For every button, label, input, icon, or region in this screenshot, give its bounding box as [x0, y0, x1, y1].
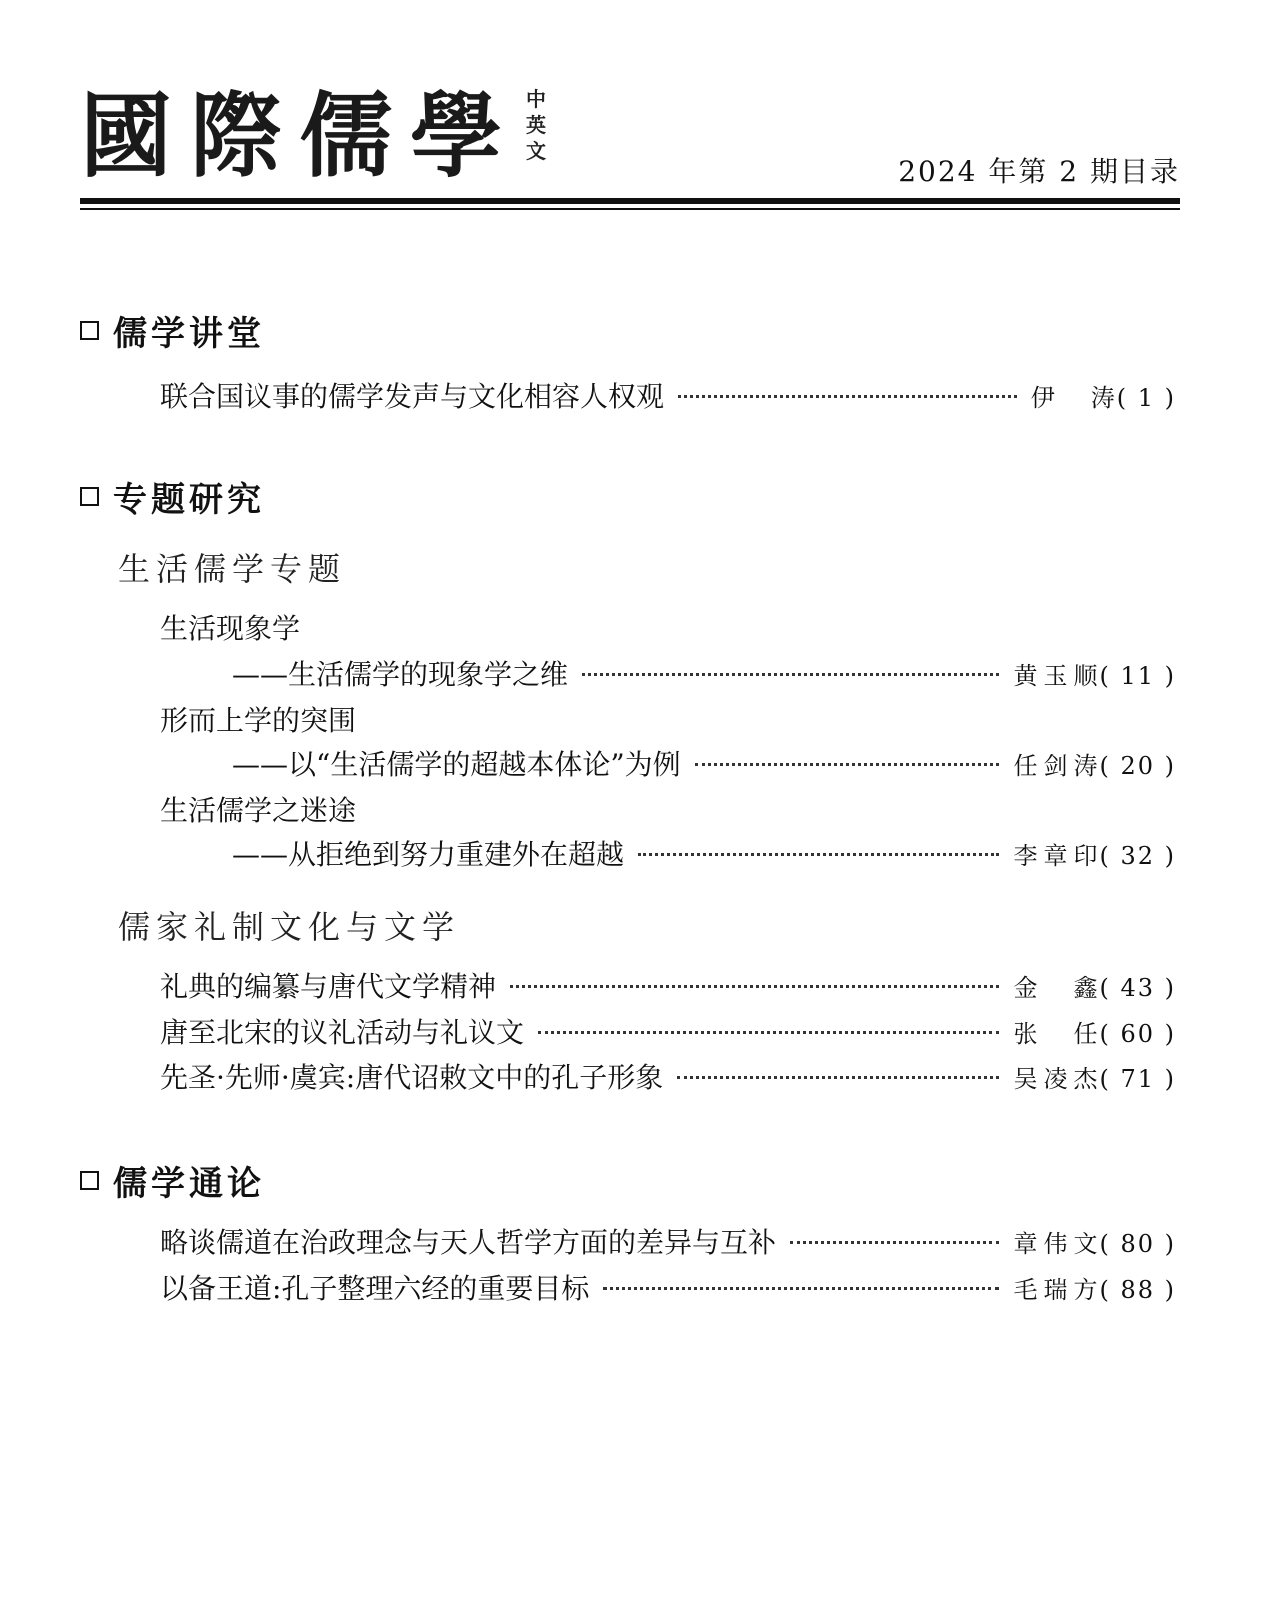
edition-char: 英 — [526, 113, 547, 137]
toc-entry[interactable] — [160, 1226, 1176, 1261]
entry-page: ( 1 ) — [1116, 384, 1176, 412]
masthead — [80, 72, 547, 190]
entry-title: 先圣·先师·虞宾:唐代诏敕文中的孔子形象 — [160, 1061, 664, 1094]
entry-page: ( 80 ) — [1099, 1230, 1176, 1258]
subsection-heading: 儒家礼制文化与文学 — [118, 908, 461, 946]
checkbox-square-icon — [80, 487, 99, 506]
dot-leader — [603, 1287, 999, 1290]
section-heading — [80, 1156, 265, 1205]
entry-main-title: 形而上学的突围 — [160, 704, 357, 737]
header-rule-thin — [80, 208, 1180, 210]
entry-title: 略谈儒道在治政理念与天人哲学方面的差异与互补 — [160, 1226, 777, 1259]
toc-entry[interactable] — [160, 380, 1176, 415]
dot-leader — [677, 1076, 999, 1079]
edition-tag — [526, 86, 546, 164]
entry-page: ( 32 ) — [1099, 842, 1176, 870]
entry-page: ( 88 ) — [1099, 1276, 1176, 1304]
entry-page: ( 11 ) — [1099, 662, 1176, 690]
entry-page: ( 60 ) — [1099, 1020, 1176, 1048]
entry-title: 礼典的编纂与唐代文学精神 — [160, 970, 497, 1003]
edition-char: 中 — [526, 87, 547, 111]
entry-author: 黄玉顺 — [1013, 662, 1098, 690]
subsection-heading: 生活儒学专题 — [118, 550, 347, 588]
toc-entry[interactable] — [160, 1061, 1176, 1096]
entry-main-title: 生活现象学 — [160, 612, 301, 645]
entry-author: 毛瑞方 — [1013, 1276, 1098, 1304]
entry-author: 吴凌杰 — [1013, 1065, 1098, 1093]
entry-title: 联合国议事的儒学发声与文化相容人权观 — [160, 380, 665, 413]
dot-leader — [510, 985, 999, 988]
toc-entry[interactable] — [160, 970, 1176, 1005]
dot-leader — [538, 1031, 999, 1034]
section-heading — [80, 306, 265, 355]
entry-subtitle: ——从拒绝到努力重建外在超越 — [232, 838, 625, 871]
dot-leader — [638, 853, 999, 856]
section-heading — [80, 472, 265, 521]
entry-subtitle: ——生活儒学的现象学之维 — [232, 658, 569, 691]
entry-title: 以备王道:孔子整理六经的重要目标 — [160, 1272, 590, 1305]
entry-author: 李章印 — [1013, 842, 1098, 870]
checkbox-square-icon — [80, 321, 99, 340]
entry-author: 章伟文 — [1013, 1230, 1098, 1258]
entry-author: 任剑涛 — [1013, 752, 1098, 780]
entry-page: ( 20 ) — [1099, 752, 1176, 780]
entry-page: ( 43 ) — [1099, 974, 1176, 1002]
entry-author: 金 鑫 — [1013, 974, 1098, 1002]
section-title: 专题研究 — [113, 480, 265, 520]
toc-entry[interactable] — [232, 658, 1176, 693]
section-title: 儒学讲堂 — [113, 314, 265, 354]
checkbox-square-icon — [80, 1171, 99, 1190]
dot-leader — [790, 1241, 999, 1244]
issue-label: 2024 年第 2 期目录 — [898, 155, 1180, 188]
dot-leader — [695, 763, 1000, 766]
entry-subtitle: ——以“生活儒学的超越本体论”为例 — [232, 748, 681, 781]
entry-author: 伊 涛 — [1030, 384, 1115, 412]
toc-entry[interactable] — [232, 838, 1176, 873]
entry-title: 唐至北宋的议礼活动与礼议文 — [160, 1016, 525, 1049]
dot-leader — [678, 395, 1017, 398]
edition-char: 文 — [526, 139, 547, 163]
dot-leader — [582, 673, 999, 676]
header-rule-thick — [80, 198, 1180, 204]
journal-title: 國際儒學 — [80, 82, 521, 190]
toc-entry[interactable] — [232, 748, 1176, 783]
toc-entry[interactable] — [160, 1272, 1176, 1307]
entry-page: ( 71 ) — [1099, 1065, 1176, 1093]
toc-entry[interactable] — [160, 1016, 1176, 1051]
entry-main-title: 生活儒学之迷途 — [160, 794, 357, 827]
entry-author: 张 任 — [1013, 1020, 1098, 1048]
section-title: 儒学通论 — [113, 1164, 265, 1204]
